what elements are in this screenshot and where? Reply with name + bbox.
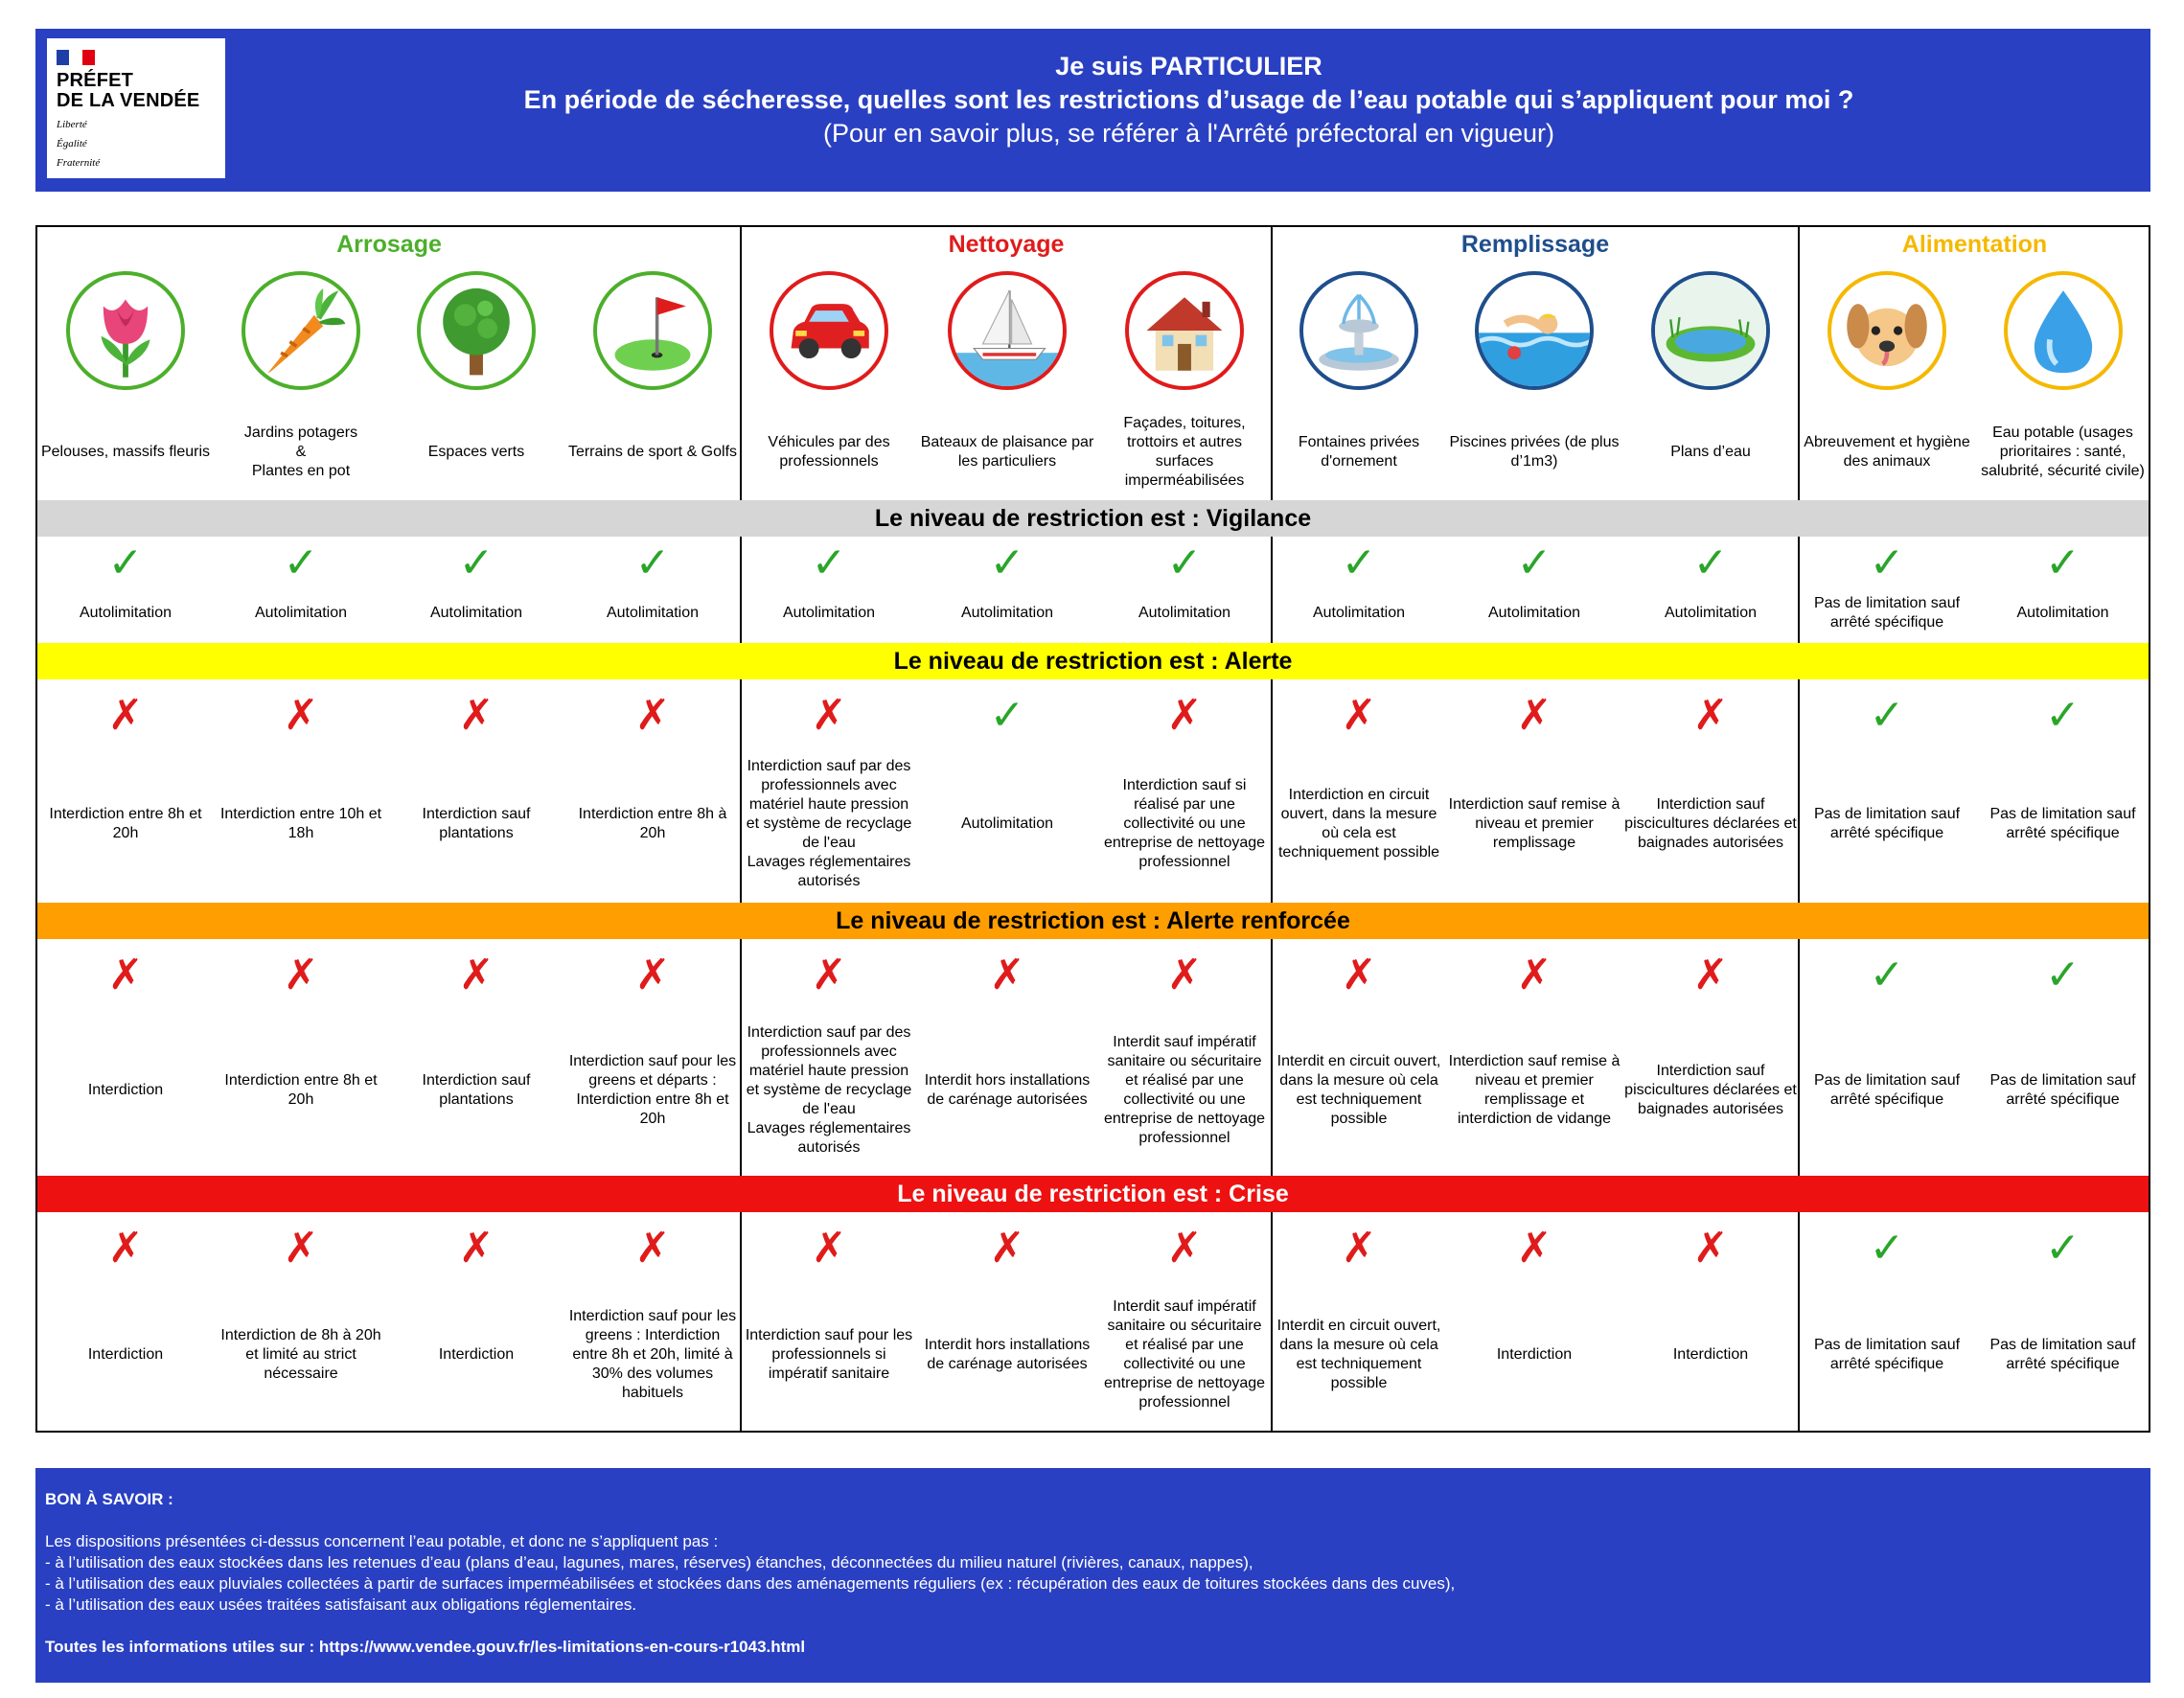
restriction-cell: Autolimitation <box>960 815 1054 832</box>
level-band-crise: Le niveau de restriction est : Crise <box>37 1176 2149 1212</box>
usage-label: Véhicules par des professionnels <box>768 434 890 470</box>
check-icon: ✓ <box>2045 951 2081 999</box>
tulip-icon <box>66 271 185 390</box>
group-divider <box>1271 227 1273 1431</box>
cross-icon: ✗ <box>107 951 144 999</box>
page-header <box>35 29 2150 192</box>
cross-icon: ✗ <box>1341 691 1377 740</box>
cross-icon: ✗ <box>1692 1224 1729 1273</box>
restriction-cell: Autolimitation <box>960 604 1054 621</box>
footer-heading: BON À SAVOIR : <box>45 1490 173 1508</box>
check-icon: ✓ <box>1692 539 1729 587</box>
usage-label: Espaces verts <box>427 444 525 460</box>
restriction-cell: Interdiction <box>1496 1346 1573 1363</box>
cross-icon: ✗ <box>811 1224 847 1273</box>
sailboat-icon <box>948 271 1067 390</box>
logo-devise-1: Liberté <box>57 119 87 130</box>
cross-icon: ✗ <box>1341 1224 1377 1273</box>
restriction-cell: Interdiction sauf par des professionnels avec matériel haute pression et système de recyclage de l'eau Lavages réglementaires autorisés <box>746 757 912 889</box>
cross-icon: ✗ <box>458 1224 494 1273</box>
restriction-cell: Autolimitation <box>1487 604 1581 621</box>
restriction-cell: Interdiction sauf piscicultures déclarées et baignades autorisées <box>1624 795 1797 851</box>
cross-icon: ✗ <box>811 691 847 740</box>
cross-icon: ✗ <box>989 951 1025 999</box>
restriction-cell: Interdiction sauf piscicultures déclarées et baignades autorisées <box>1624 1062 1797 1117</box>
dog-icon <box>1828 271 1946 390</box>
cross-icon: ✗ <box>811 951 847 999</box>
restriction-cell: Interdiction entre 8h et 20h <box>224 1071 378 1108</box>
info-footer <box>35 1468 2150 1683</box>
restriction-cell: Interdiction sauf plantations <box>422 805 531 841</box>
logo-line-2: DE LA VENDÉE <box>57 90 200 111</box>
restriction-cell: Interdiction sauf par des professionnels avec matériel haute pression et système de recyclage de l'eau Lavages réglementaires autorisés <box>746 1023 912 1156</box>
restriction-cell: Interdiction de 8h à 20h et limité au strict nécessaire <box>220 1327 381 1382</box>
restriction-cell: Interdiction <box>438 1346 515 1363</box>
footer-item: - à l’utilisation des eaux usées traitées satisfaisant aux obligations réglementaires. <box>45 1595 637 1614</box>
restriction-cell: Pas de limitation sauf arrêté spécifique <box>1813 1337 1961 1372</box>
cross-icon: ✗ <box>458 951 494 999</box>
check-icon: ✓ <box>2045 539 2081 587</box>
check-icon: ✓ <box>811 539 847 587</box>
restriction-cell: Autolimitation <box>606 604 700 621</box>
usage-label: Fontaines privées d'ornement <box>1298 434 1420 470</box>
restriction-cell: Interdit hors installations de carénage autorisées <box>924 1071 1091 1108</box>
level-band-alerte: Le niveau de restriction est : Alerte <box>37 643 2149 679</box>
cross-icon: ✗ <box>1166 691 1203 740</box>
restriction-cell: Pas de limitation sauf arrêté spécifique <box>1989 805 2136 841</box>
check-icon: ✓ <box>1869 691 1905 740</box>
droplet-icon <box>2004 271 2123 390</box>
restriction-cell: Interdit sauf impératif sanitaire ou sécuritaire et réalisé par une collectivité ou une entreprise de nettoyage professionnel <box>1103 1298 1266 1411</box>
category-title-nettoyage: Nettoyage <box>948 231 1065 258</box>
restriction-cell: Pas de limitation sauf arrêté spécifique <box>1813 805 1961 841</box>
restriction-cell: Interdiction entre 8h et 20h <box>49 805 202 841</box>
restriction-cell: Autolimitation <box>79 604 172 621</box>
cross-icon: ✗ <box>634 951 671 999</box>
restriction-cell: Pas de limitation sauf arrêté spécifique <box>1989 1337 2136 1372</box>
cross-icon: ✗ <box>107 691 144 740</box>
check-icon: ✓ <box>989 539 1025 587</box>
restriction-cell: Autolimitation <box>254 604 348 621</box>
restriction-cell: Pas de limitation sauf arrêté spécifique <box>1813 594 1961 631</box>
usage-label: Bateaux de plaisance par les particuliers <box>920 434 1094 470</box>
restriction-cell: Autolimitation <box>1138 604 1231 621</box>
restriction-cell: Interdit en circuit ouvert, dans la mesure où cela est techniquement possible <box>1276 1318 1441 1391</box>
cross-icon: ✗ <box>634 1224 671 1273</box>
level-band-alerte_renforcee: Le niveau de restriction est : Alerte renforcée <box>37 903 2149 939</box>
pond-icon <box>1651 271 1770 390</box>
check-icon: ✓ <box>458 539 494 587</box>
restriction-cell: Autolimitation <box>782 604 876 621</box>
check-icon: ✓ <box>1869 951 1905 999</box>
cross-icon: ✗ <box>1166 951 1203 999</box>
restrictions-table <box>35 225 2150 1433</box>
category-title-remplissage: Remplissage <box>1460 231 1610 258</box>
restriction-cell: Interdiction sauf pour les greens : Interdiction entre 8h et 20h, limité à 30% des volumes habituels <box>568 1308 737 1401</box>
footer-item: - à l’utilisation des eaux pluviales collectées à partir de surfaces imperméabilisées et stockées dans des aménagements réguliers (ex : récupération des eaux de toitures stockées dans des cuves), <box>45 1574 1456 1593</box>
usage-label: Pelouses, massifs fleuris <box>40 444 211 460</box>
usage-label: Abreuvement et hygiène des animaux <box>1804 434 1970 470</box>
check-icon: ✓ <box>1516 539 1552 587</box>
footer-item: - à l’utilisation des eaux stockées dans les retenues d’eau (plans d’eau, lagunes, mares, réserves) étanches, déconnectées du milieu naturel (rivières, canaux, nappes), <box>45 1553 1253 1572</box>
cross-icon: ✗ <box>283 691 319 740</box>
restriction-cell: Interdiction sauf remise à niveau et premier remplissage et interdiction de vidange <box>1448 1052 1621 1127</box>
check-icon: ✓ <box>107 539 144 587</box>
restriction-cell: Interdiction <box>1672 1346 1749 1363</box>
cross-icon: ✗ <box>1166 1224 1203 1273</box>
restriction-cell: Autolimitation <box>2016 604 2109 621</box>
cross-icon: ✗ <box>1516 691 1552 740</box>
restriction-cell: Autolimitation <box>1664 604 1758 621</box>
check-icon: ✓ <box>1341 539 1377 587</box>
cross-icon: ✗ <box>1516 1224 1552 1273</box>
check-icon: ✓ <box>1869 539 1905 587</box>
house-icon <box>1125 271 1244 390</box>
page-note: (Pour en savoir plus, se référer à l'Arrêté préfectoral en vigueur) <box>822 119 1554 148</box>
logo-devise-3: Fraternité <box>57 157 101 169</box>
restriction-cell: Interdit hors installations de carénage autorisées <box>924 1337 1091 1372</box>
cross-icon: ✗ <box>1341 951 1377 999</box>
cross-icon: ✗ <box>107 1224 144 1273</box>
prefecture-logo <box>47 38 225 178</box>
category-title-alimentation: Alimentation <box>1901 231 2048 258</box>
swimmer-icon <box>1475 271 1594 390</box>
restriction-cell: Interdiction <box>87 1346 164 1363</box>
tree-icon <box>417 271 536 390</box>
restriction-cell: Interdiction en circuit ouvert, dans la mesure où cela est techniquement possible <box>1277 786 1440 860</box>
group-divider <box>740 227 742 1431</box>
restriction-cell: Interdit sauf impératif sanitaire ou sécuritaire et réalisé par une collectivité ou une entreprise de nettoyage professionnel <box>1103 1033 1266 1146</box>
cross-icon: ✗ <box>1692 951 1729 999</box>
usage-label: Plans d’eau <box>1670 444 1751 460</box>
check-icon: ✓ <box>1166 539 1203 587</box>
restriction-cell: Pas de limitation sauf arrêté spécifique <box>1813 1071 1961 1108</box>
check-icon: ✓ <box>989 691 1025 740</box>
group-divider <box>1798 227 1800 1431</box>
logo-line-1: PRÉFET <box>57 70 134 91</box>
footer-intro: Les dispositions présentées ci-dessus concernent l’eau potable, et donc ne s’appliquent pas : <box>45 1532 719 1550</box>
golf-flag-icon <box>593 271 712 390</box>
cross-icon: ✗ <box>283 951 319 999</box>
page-subtitle: En période de sécheresse, quelles sont les restrictions d’usage de l’eau potable qui s’appliquent pour moi ? <box>523 85 1854 114</box>
check-icon: ✓ <box>283 539 319 587</box>
check-icon: ✓ <box>2045 1224 2081 1273</box>
cross-icon: ✗ <box>1692 691 1729 740</box>
logo-devise-2: Égalité <box>57 138 87 149</box>
restriction-cell: Interdiction sauf pour les greens et départs : Interdiction entre 8h et 20h <box>568 1052 737 1127</box>
usage-label: Façades, toitures, trottoirs et autres surfaces imperméabilisées <box>1123 415 1246 489</box>
restriction-cell: Interdiction sauf pour les professionnels si impératif sanitaire <box>745 1327 913 1382</box>
cross-icon: ✗ <box>283 1224 319 1273</box>
check-icon: ✓ <box>1869 1224 1905 1273</box>
restriction-cell: Pas de limitation sauf arrêté spécifique <box>1989 1071 2136 1108</box>
restriction-cell: Interdiction sauf si réalisé par une collectivité ou une entreprise de nettoyage professionnel <box>1103 776 1266 870</box>
french-flag-icon <box>57 50 95 65</box>
usage-label: Jardins potagers & Plantes en pot <box>243 424 358 479</box>
restriction-cell: Interdiction <box>87 1081 164 1098</box>
restriction-cell: Interdiction entre 10h et 18h <box>219 805 382 841</box>
check-icon: ✓ <box>634 539 671 587</box>
fountain-icon <box>1299 271 1418 390</box>
page-title: Je suis PARTICULIER <box>1055 52 1322 80</box>
category-title-arrosage: Arrosage <box>336 231 442 258</box>
usage-label: Piscines privées (de plus d’1m3) <box>1449 434 1620 470</box>
header-text <box>246 50 2131 150</box>
restriction-cell: Interdiction entre 8h à 20h <box>578 805 727 841</box>
cross-icon: ✗ <box>634 691 671 740</box>
carrot-icon <box>241 271 360 390</box>
footer-link[interactable]: Toutes les informations utiles sur : https://www.vendee.gouv.fr/les-limitations-en-cours-r1043.html <box>45 1638 806 1656</box>
restriction-cell: Interdit en circuit ouvert, dans la mesure où cela est techniquement possible <box>1276 1052 1441 1127</box>
level-band-vigilance: Le niveau de restriction est : Vigilance <box>37 500 2149 537</box>
car-icon <box>770 271 888 390</box>
usage-label: Eau potable (usages prioritaires : santé, salubrité, sécurité civile) <box>1981 424 2145 479</box>
restriction-cell: Autolimitation <box>1312 604 1406 621</box>
usage-label: Terrains de sport & Golfs <box>567 444 738 460</box>
cross-icon: ✗ <box>989 1224 1025 1273</box>
restriction-cell: Autolimitation <box>429 604 523 621</box>
restriction-cell: Interdiction sauf plantations <box>422 1071 531 1108</box>
restriction-cell: Interdiction sauf remise à niveau et premier remplissage <box>1448 795 1621 851</box>
cross-icon: ✗ <box>458 691 494 740</box>
cross-icon: ✗ <box>1516 951 1552 999</box>
check-icon: ✓ <box>2045 691 2081 740</box>
